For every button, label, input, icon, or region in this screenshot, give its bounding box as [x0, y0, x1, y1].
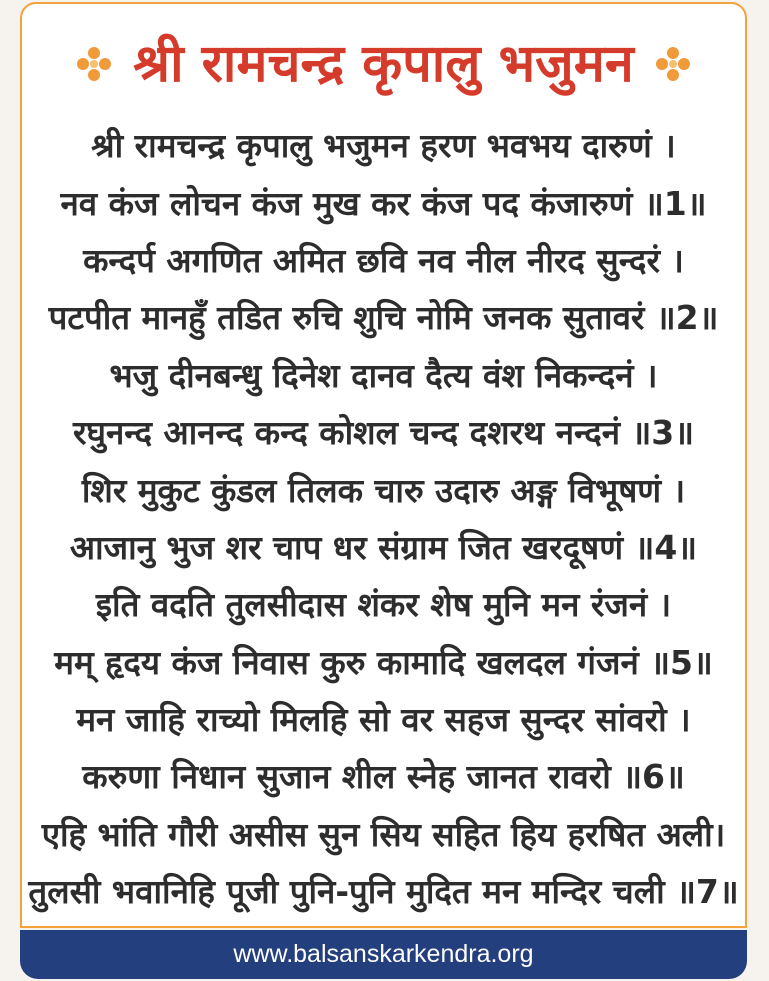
bhajan-card	[20, 2, 747, 928]
verse-line: मन जाहि राच्यो मिलहि सो वर सहज सुन्दर सांवरो ।	[76, 700, 691, 740]
verse-line: नव कंज लोचन कंज मुख कर कंज पद कंजारुणं ॥1॥	[60, 183, 707, 223]
verse-line: इति वदति तुलसीदास शंकर शेष मुनि मन रंजनं ।	[95, 585, 672, 625]
verse-list	[28, 117, 739, 920]
verse-line: एहि भांति गौरी असीस सुन सिय सहित हिय हरषित अली।	[41, 814, 726, 854]
verse-line: मम् हृदय कंज निवास कुरु कामादि खलदल गंजनं ॥5॥	[54, 642, 713, 682]
verse-line: पटपीत मानहुँ तडित रुचि शुचि नोमि जनक सुतावरं ॥2॥	[48, 298, 719, 338]
verse-line: आजानु भुज शर चाप धर संग्राम जित खरदूषणं ॥4॥	[69, 527, 698, 567]
verse-line: रघुनन्द आनन्द कन्द कोशल चन्द दशरथ नन्दनं ॥3॥	[72, 413, 695, 453]
footer-bar	[20, 930, 747, 979]
verse-line: कन्दर्प अगणित अमित छवि नव नील नीरद सुन्दरं ।	[83, 240, 684, 280]
website-url: www.balsanskarkendra.org	[233, 940, 534, 968]
flower-ornament-icon	[77, 47, 111, 81]
title-row	[22, 22, 745, 106]
verse-line: भजु दीनबन्धु दिनेश दानव दैत्य वंश निकन्दनं ।	[109, 355, 658, 395]
verse-line: शिर मुकुट कुंडल तिलक चारु उदारु अङ्ग विभूषणं ।	[81, 470, 686, 510]
page-title: श्री रामचन्द्र कृपालु भजुमन	[133, 34, 634, 94]
verse-line: करुणा निधान सुजान शील स्नेह जानत रावरो ॥6॥	[82, 757, 685, 797]
flower-ornament-icon	[656, 47, 690, 81]
verse-line: श्री रामचन्द्र कृपालु भजुमन हरण भवभय दारुणं ।	[91, 126, 676, 166]
verse-line: तुलसी भवानिहि पूजी पुनि-पुनि मुदित मन मन्दिर चली ॥7॥	[28, 872, 739, 912]
